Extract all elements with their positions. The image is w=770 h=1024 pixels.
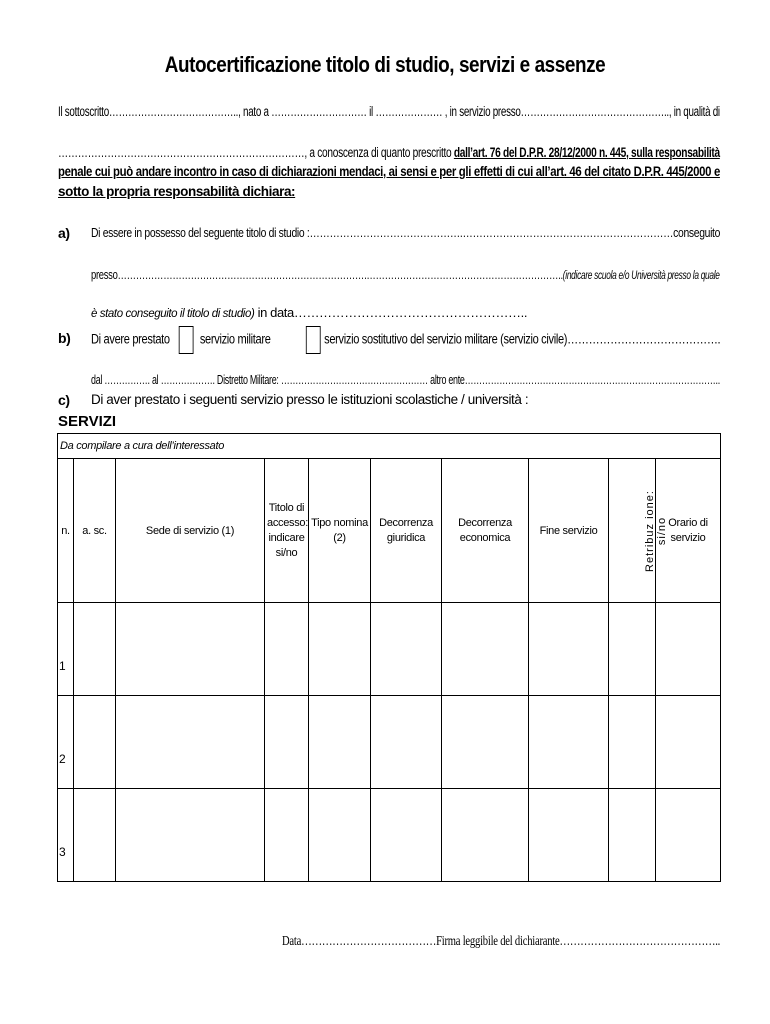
intro-line-2-law: dall’art. 76 del D.P.R. 28/12/2000 n. 445, sulla responsabilità: [453, 145, 720, 160]
col-header-sede: Sede di servizio (1): [116, 459, 265, 603]
cell-sede[interactable]: [116, 789, 265, 882]
section-c-text: Di aver prestato i seguenti servizio presso le istituzioni scolastiche / università :: [91, 392, 529, 407]
cell-tipo-nomina[interactable]: [309, 696, 371, 789]
servizi-heading: SERVIZI: [58, 413, 117, 430]
cell-anno-scolastico[interactable]: [74, 696, 116, 789]
civil-service-label: servizio sostitutivo del servizio militare (servizio civile)…………………………………….: [324, 331, 721, 347]
cell-decorrenza-giuridica[interactable]: [371, 789, 442, 882]
col-header-titolo-accesso: Titolo di accesso: indicare si/no: [265, 459, 309, 603]
row-number: 2: [58, 696, 74, 789]
cell-decorrenza-economica[interactable]: [442, 789, 529, 882]
cell-retribuzione[interactable]: [609, 789, 656, 882]
col-header-retribuzione: [609, 459, 668, 603]
cell-tipo-nomina[interactable]: [309, 789, 371, 882]
cell-retribuzione[interactable]: [609, 696, 656, 789]
table-row: [58, 603, 721, 696]
section-b-label: b): [58, 330, 71, 346]
servizi-table: [57, 433, 721, 882]
col-header-fine-servizio: Fine servizio: [529, 459, 609, 603]
civil-service-checkbox[interactable]: [306, 326, 321, 354]
cell-fine-servizio[interactable]: [529, 603, 609, 696]
col-header-tipo-nomina: Tipo nomina (2): [309, 459, 371, 603]
table-header-row: [58, 459, 721, 603]
section-a-hint-2: è stato conseguito il titolo di studio): [91, 308, 255, 320]
intro-line-2-prefix: …………………………………………………………………, a conoscenza di quanto prescritto: [58, 145, 454, 160]
cell-titolo-accesso[interactable]: [265, 789, 309, 882]
section-b-prefix: Di avere prestato: [91, 331, 170, 347]
section-b-line-1: [91, 326, 720, 354]
cell-orario[interactable]: [656, 603, 721, 696]
intro-line-2[interactable]: [58, 145, 720, 160]
section-b-line-2[interactable]: dal ……………. al ………………. Distretto Militare: …………………………………………… altro ente……………………………………………………………………………..: [91, 372, 720, 387]
intro-line-4: sotto la propria responsabilità dichiara:: [58, 184, 296, 199]
row-number: 1: [58, 603, 74, 696]
section-a-presso: presso……………………………………………………………………….………………………………………………………..: [91, 267, 563, 282]
cell-decorrenza-economica[interactable]: [442, 696, 529, 789]
military-service-label: servizio militare: [199, 331, 271, 347]
section-a-date: in data………………………………………………..: [254, 305, 528, 320]
cell-decorrenza-economica[interactable]: [442, 603, 529, 696]
table-row: [58, 789, 721, 882]
col-header-decorrenza-giuridica: Decorrenza giuridica: [371, 459, 442, 603]
col-header-decorrenza-economica: Decorrenza economica: [442, 459, 529, 603]
cell-anno-scolastico[interactable]: [74, 603, 116, 696]
section-a-line-3[interactable]: [91, 305, 527, 320]
intro-line-3: penale cui può andare incontro in caso di dichiarazioni mendaci, ai sensi e per gli effetti di cui all’art. 46 del citato D.P.R. 445/2000 e: [58, 164, 720, 179]
cell-sede[interactable]: [116, 696, 265, 789]
cell-orario[interactable]: [656, 696, 721, 789]
cell-anno-scolastico[interactable]: [74, 789, 116, 882]
cell-orario[interactable]: [656, 789, 721, 882]
intro-line-1[interactable]: Il sottoscritto………………………………….., nato a ………………………… il ………………… , in servizio presso……………………………………….., in qualità di: [58, 104, 720, 119]
table-row: [58, 696, 721, 789]
page-title: Autocertificazione titolo di studio, servizi e assenze: [164, 52, 606, 77]
retribuzione-label: Retribuz ione: si/no: [644, 489, 668, 572]
cell-fine-servizio[interactable]: [529, 696, 609, 789]
cell-tipo-nomina[interactable]: [309, 603, 371, 696]
cell-titolo-accesso[interactable]: [265, 696, 309, 789]
cell-decorrenza-giuridica[interactable]: [371, 696, 442, 789]
col-header-n: n.: [58, 459, 74, 603]
table-note: Da compilare a cura dell’interessato: [58, 434, 721, 459]
section-a-hint-1: (indicare scuola e/o Università presso la quale: [562, 270, 720, 282]
cell-decorrenza-giuridica[interactable]: [371, 603, 442, 696]
signature-line[interactable]: Data…………………………………Firma leggibile del dichiarante………………………………………..: [282, 934, 721, 949]
col-header-orario: Orario di servizio: [656, 459, 721, 603]
col-header-anno-scolastico: a. sc.: [74, 459, 116, 603]
section-a-line-1[interactable]: Di essere in possesso del seguente titolo di studio :……………………………………….………………………………………………………conseguito: [91, 225, 721, 240]
row-number: 3: [58, 789, 74, 882]
cell-fine-servizio[interactable]: [529, 789, 609, 882]
cell-titolo-accesso[interactable]: [265, 603, 309, 696]
military-service-checkbox[interactable]: [179, 326, 194, 354]
section-a-label: a): [58, 225, 70, 241]
section-c-label: c): [58, 392, 70, 408]
cell-retribuzione[interactable]: [609, 603, 656, 696]
cell-sede[interactable]: [116, 603, 265, 696]
section-a-line-2[interactable]: [91, 267, 720, 282]
